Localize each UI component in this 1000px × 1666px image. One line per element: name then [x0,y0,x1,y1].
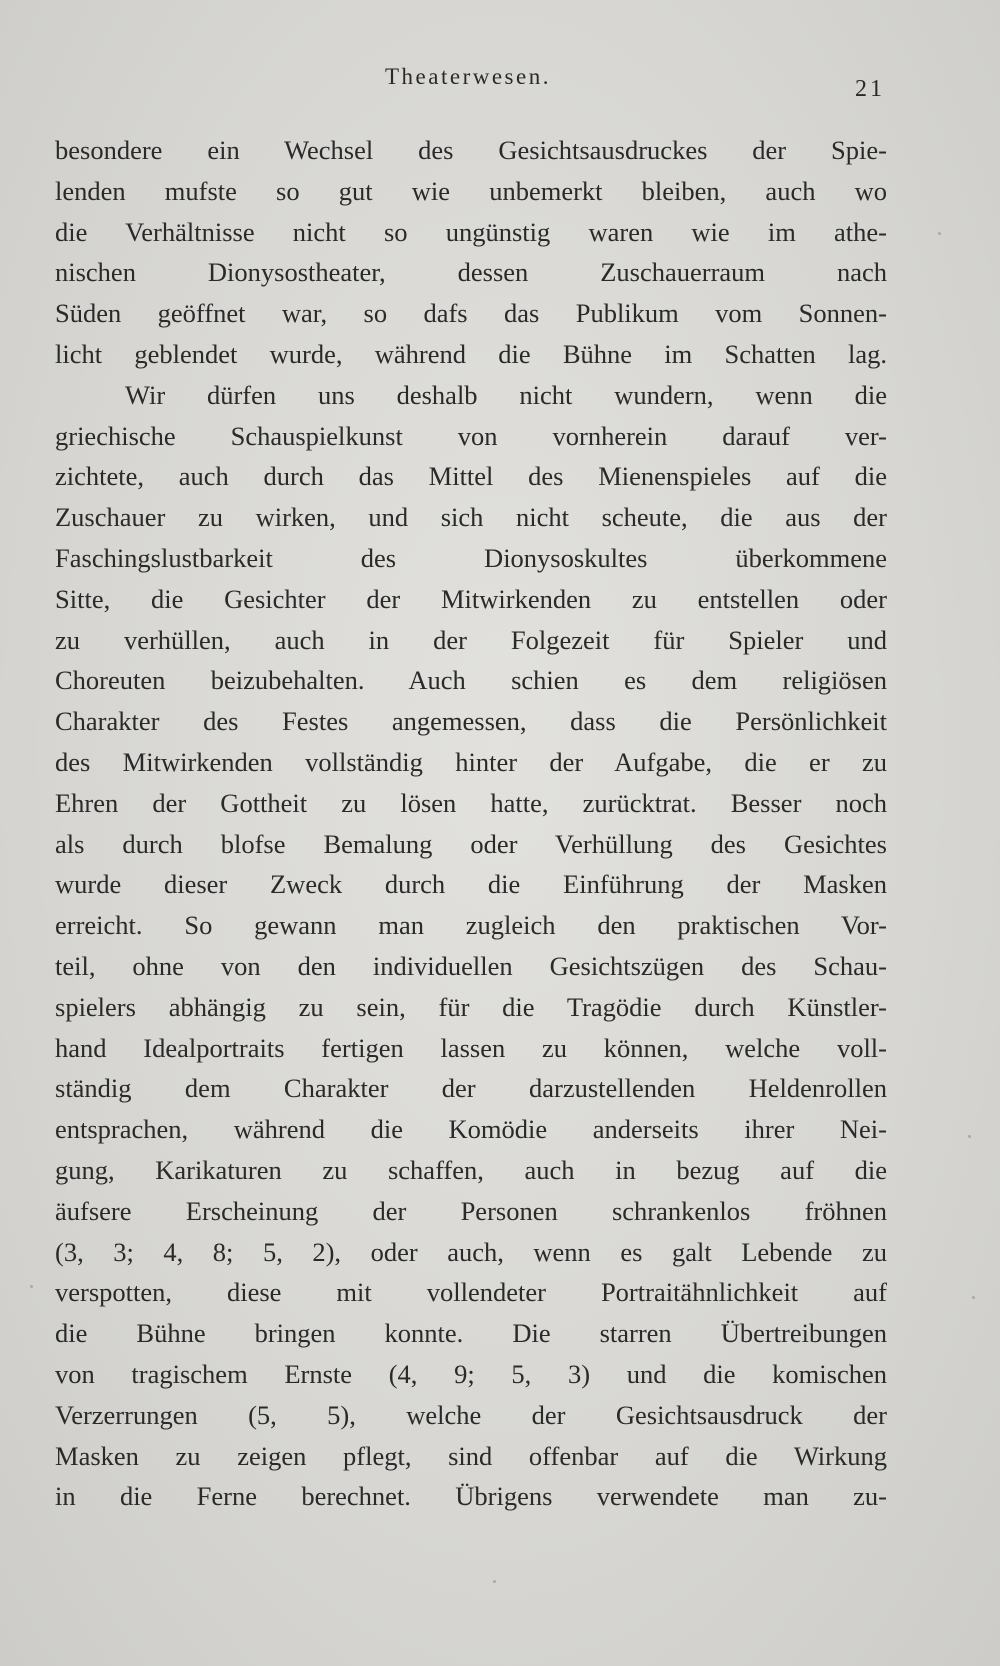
text-line: teil, ohne von den individuellen Gesichtszügen des Schau- [55,950,887,981]
text-line: Sitte, die Gesichter der Mitwirkenden zu entstellen oder [55,583,887,614]
text-line: Verzerrungen (5, 5), welche der Gesichtsausdruck der [55,1399,887,1430]
paper-speck [972,1296,975,1299]
text-line: gung, Karikaturen zu schaffen, auch in bezug auf die [55,1154,887,1185]
text-line: von tragischem Ernste (4, 9; 5, 3) und die komischen [55,1358,887,1389]
text-line: (3, 3; 4, 8; 5, 2), oder auch, wenn es galt Lebende zu [55,1236,887,1267]
running-head-title: Theaterwesen. [385,64,551,89]
text-line: erreicht. So gewann man zugleich den praktischen Vor- [55,910,887,941]
text-line: zichtete, auch durch das Mittel des Mienenspieles auf die [55,461,887,492]
text-line: ständig dem Charakter der darzustellenden Heldenrollen [55,1073,887,1104]
text-line: zu verhüllen, auch in der Folgezeit für Spieler und [55,624,887,655]
text-line: lenden mufste so gut wie unbemerkt bleiben, auch wo [55,175,887,206]
paper-speck [30,1285,33,1288]
page-number: 21 [855,76,885,102]
text-line: Masken zu zeigen pflegt, sind offenbar auf die Wirkung [55,1440,887,1471]
paper-speck [938,232,941,235]
text-line: wurde dieser Zweck durch die Einführung der Masken [55,869,887,900]
text-line: Süden geöffnet war, so dafs das Publikum vom Sonnen- [55,298,887,329]
paragraph-first-line: Wir dürfen uns deshalb nicht wundern, wenn die [125,379,887,410]
text-line: des Mitwirkenden vollständig hinter der Aufgabe, die er zu [55,746,887,777]
text-line: Charakter des Festes angemessen, dass die Persönlichkeit [55,706,887,737]
text-line: als durch blofse Bemalung oder Verhüllung des Gesichtes [55,828,887,859]
text-line: entsprachen, während die Komödie anderseits ihrer Nei- [55,1114,887,1145]
text-line: besondere ein Wechsel des Gesichtsausdruckes der Spie- [55,135,887,165]
paper-speck [493,1580,496,1583]
text-line: die Verhältnisse nicht so ungünstig waren wie im athe- [55,216,887,247]
text-line: Ehren der Gottheit zu lösen hatte, zurücktrat. Besser noch [55,787,887,818]
text-line: in die Ferne berechnet. Übrigens verwendete man zu- [55,1481,887,1512]
text-line: die Bühne bringen konnte. Die starren Übertreibungen [55,1318,887,1349]
paper-speck [968,1135,971,1138]
text-line: Faschingslustbarkeit des Dionysoskultes überkommene [55,542,887,573]
text-line: nischen Dionysostheater, dessen Zuschauerraum nach [55,257,887,288]
text-line: äufsere Erscheinung der Personen schrankenlos fröhnen [55,1195,887,1226]
text-line: hand Idealportraits fertigen lassen zu können, welche voll- [55,1032,887,1063]
text-line: griechische Schauspielkunst von vornherein darauf ver- [55,420,887,451]
body-text [55,130,887,1517]
text-line: spielers abhängig zu sein, für die Tragödie durch Künstler- [55,991,887,1022]
text-line: verspotten, diese mit vollendeter Portraitähnlichkeit auf [55,1277,887,1308]
running-head [0,62,1000,102]
text-line: Choreuten beizubehalten. Auch schien es dem religiösen [55,665,887,696]
text-line: Zuschauer zu wirken, und sich nicht scheute, die aus der [55,502,887,533]
text-line: licht geblendet wurde, während die Bühne im Schatten lag. [55,338,887,369]
